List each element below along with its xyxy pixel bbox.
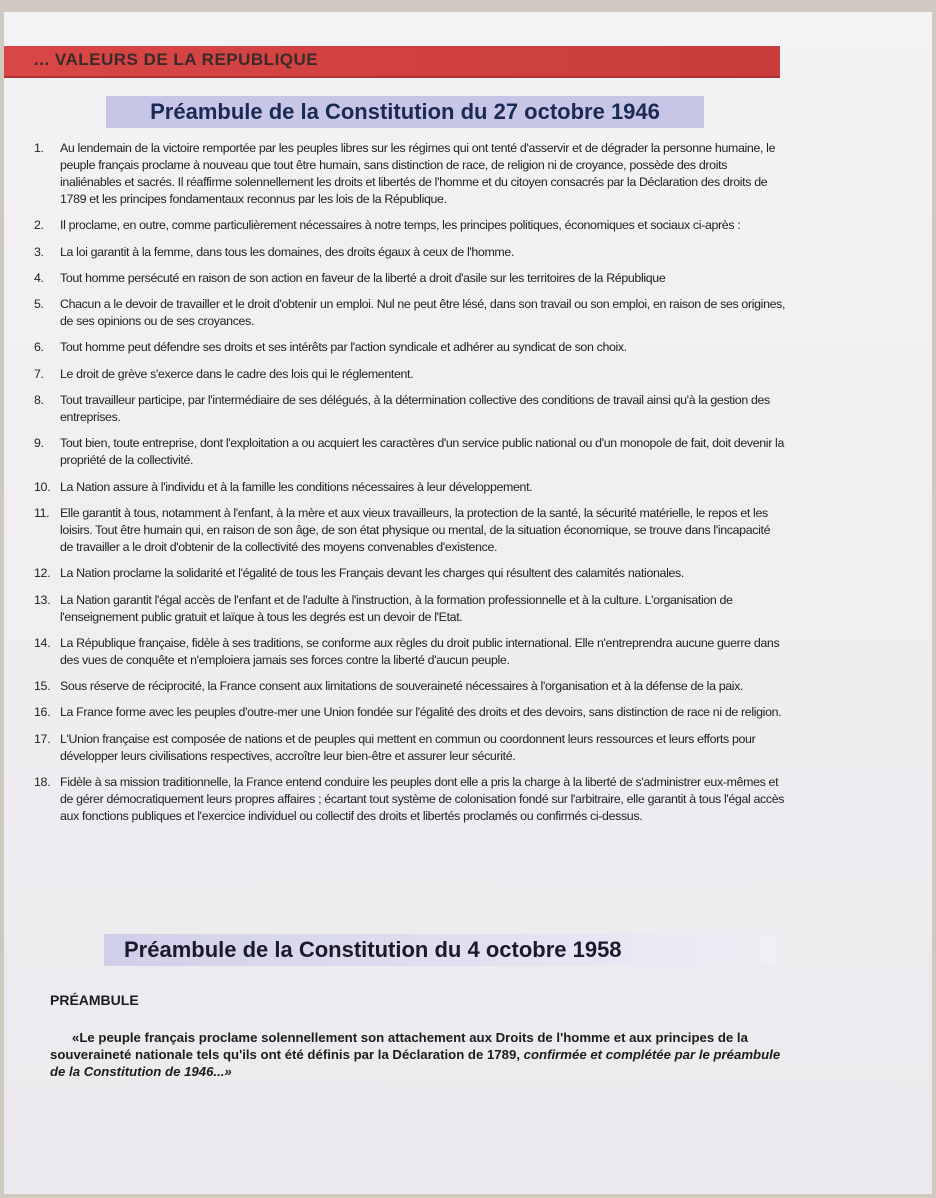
article-number: 15. — [34, 679, 51, 694]
article-number: 4. — [34, 270, 44, 285]
article-number: 14. — [34, 635, 51, 650]
quote-part-2: confirmée et complétée par le préambule de la Constitution de 1946...» — [50, 1047, 781, 1080]
article-item — [34, 244, 786, 261]
section-banner — [4, 46, 780, 78]
article-number: 17. — [34, 731, 51, 746]
article-item — [34, 296, 786, 330]
article-item — [34, 505, 786, 556]
article-text: Sous réserve de réciprocité, la France consent aux limitations de souveraineté nécessaires à l'organisation et à la défense de la paix. — [60, 679, 744, 694]
article-number: 12. — [34, 566, 51, 581]
article-text: Tout homme peut défendre ses droits et ses intérêts par l'action syndicale et adhérer au syndicat de son choix. — [60, 340, 627, 355]
article-number: 1. — [34, 141, 44, 155]
article-number: 7. — [34, 366, 44, 381]
article-item — [34, 774, 786, 825]
articles-list — [34, 140, 786, 834]
article-item — [34, 392, 786, 426]
article-text: La France forme avec les peuples d'outre-mer une Union fondée sur l'égalité des droits et des devoirs, sans distinction de race ni de religion. — [60, 705, 782, 720]
article-text: Tout bien, toute entreprise, dont l'exploitation a ou acquiert les caractères d'un service public national ou d'un monopole de fait, doit devenir la propriété de la collectivité. — [60, 436, 785, 468]
article-item — [34, 635, 786, 669]
article-item — [34, 731, 786, 765]
article-text: Chacun a le devoir de travailler et le droit d'obtenir un emploi. Nul ne peut être lésé, dans son travail ou son emploi, en raison de ses origines, de ses opinions ou de ses croyances. — [60, 297, 786, 329]
article-item — [34, 366, 786, 383]
article-text: Il proclame, en outre, comme particulièrement nécessaires à notre temps, les principes politiques, économiques et sociaux ci-après : — [60, 218, 741, 233]
article-item — [34, 592, 786, 626]
article-text: Fidèle à sa mission traditionnelle, la France entend conduire les peuples dont elle a pris la charge à la liberté de s'administrer eux-mêmes et de gérer démocratiquement leurs propres affaires ; écartant tout système de colonisation fondé sur l'arbitraire, elle garantit à tous l'égal accès aux fonctions publiques et l'exercice individuel ou collectif des droits et libertés proclamés ou confirmés ci-dessus. — [60, 775, 785, 824]
article-text: La République française, fidèle à ses traditions, se conforme aux règles du droit public international. Elle n'entreprendra aucune guerre dans des vues de conquête et n'emploiera jamais ses forces contre la liberté d'aucun peuple. — [60, 635, 780, 667]
article-item — [34, 565, 786, 582]
article-item — [34, 479, 786, 496]
article-number: 10. — [34, 479, 51, 494]
article-number: 8. — [34, 393, 44, 408]
article-text: Elle garantit à tous, notamment à l'enfant, à la mère et aux vieux travailleurs, la protection de la santé, la sécurité matérielle, le repos et les loisirs. Tout être humain qui, en raison de son âge, de son état physique ou mental, de la situation économique, se trouve dans l'incapacité de travailler a le droit d'obtenir de la collectivité des moyens convenables d'existence. — [60, 505, 771, 554]
article-item — [34, 435, 786, 469]
article-text: Tout travailleur participe, par l'intermédiaire de ses délégués, à la détermination collective des conditions de travail ainsi qu'à la gestion des entreprises. — [60, 393, 770, 425]
article-item — [34, 270, 786, 287]
article-text: Le droit de grève s'exerce dans le cadre des lois qui le réglementent. — [60, 366, 414, 381]
article-number: 6. — [34, 340, 44, 355]
title-constitution-1946: Préambule de la Constitution du 27 octobre 1946 — [106, 96, 704, 128]
article-item — [34, 217, 786, 234]
article-number: 18. — [34, 775, 51, 790]
article-number: 16. — [34, 705, 51, 720]
article-item — [34, 140, 786, 208]
article-number: 11. — [34, 505, 50, 520]
article-number: 5. — [34, 297, 44, 312]
article-number: 2. — [34, 218, 44, 233]
banner-label: ... VALEURS DE LA REPUBLIQUE — [34, 50, 319, 69]
article-number: 13. — [34, 592, 51, 607]
article-text: Tout homme persécuté en raison de son action en faveur de la liberté a droit d'asile sur les territoires de la République — [60, 270, 666, 285]
article-number: 3. — [34, 244, 44, 259]
quote-part-1: «Le peuple français proclame solennellement son attachement aux Droits de l'homme et aux principes de la souveraineté nationale tels qu'ils ont été définis par la Déclaration de 1789, — [50, 1030, 748, 1063]
article-item — [34, 339, 786, 356]
article-text: La loi garantit à la femme, dans tous les domaines, des droits égaux à ceux de l'homme. — [60, 244, 515, 259]
article-text: L'Union française est composée de nations et de peuples qui mettent en commun ou coordonnent leurs ressources et leurs efforts pour développer leurs civilisations respectives, accroître leur bien-être et assurer leur sécurité. — [60, 731, 756, 763]
article-text: La Nation garantit l'égal accès de l'enfant et de l'adulte à l'instruction, à la formation professionnelle et à la culture. L'organisation de l'enseignement public gratuit et laïque à tous les degrés est un devoir de l'Etat. — [60, 592, 733, 624]
preambule-quote — [50, 1029, 786, 1080]
title-constitution-1958: Préambule de la Constitution du 4 octobre 1958 — [104, 934, 776, 966]
article-item — [34, 704, 786, 721]
preambule-label: PRÉAMBULE — [50, 992, 139, 1008]
article-text: La Nation proclame la solidarité et l'égalité de tous les Français devant les charges qui résultent des calamités nationales. — [60, 566, 684, 581]
article-text: La Nation assure à l'individu et à la famille les conditions nécessaires à leur développement. — [60, 479, 533, 494]
article-number: 9. — [34, 436, 44, 451]
document-page — [4, 12, 932, 1194]
article-item — [34, 678, 786, 695]
article-text: Au lendemain de la victoire remportée par les peuples libres sur les régimes qui ont tenté d'asservir et de dégrader la personne humaine, le peuple français proclame à nouveau que tout être humain, sans distinction de race, de religion ni de croyance, possède des droits inaliénables et sacrés. Il réaffirme solennellement les droits et libertés de l'homme et du citoyen consacrés par la Déclaration des droits de 1789 et les principes fondamentaux reconnus par les lois de la République. — [60, 141, 776, 206]
